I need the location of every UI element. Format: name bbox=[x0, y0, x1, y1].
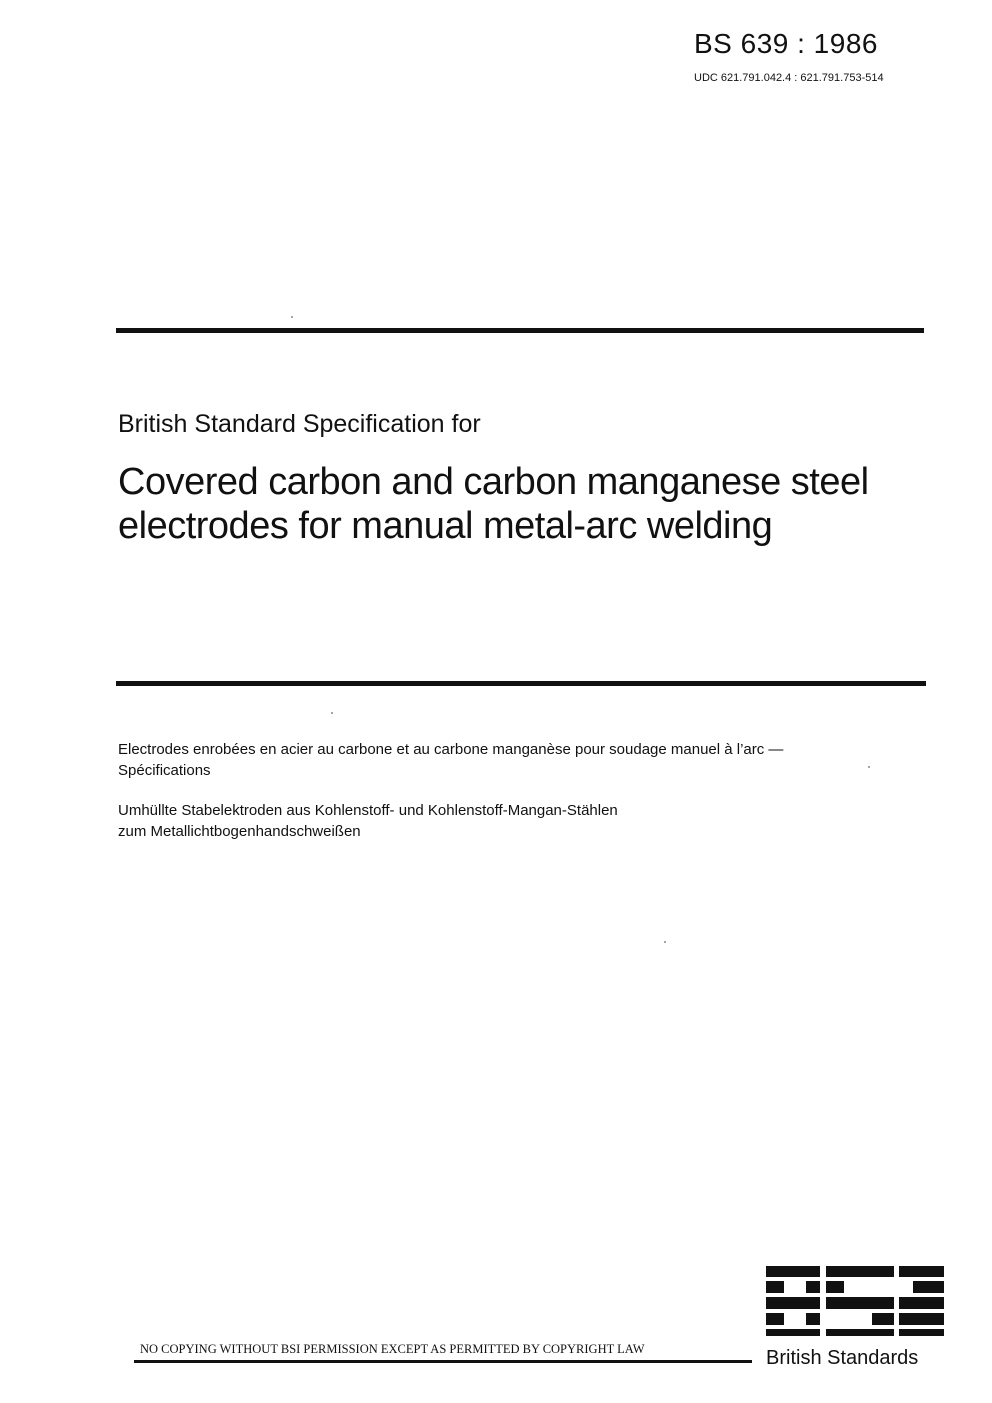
scan-speck bbox=[664, 941, 666, 943]
german-title-line-1: Umhüllte Stabelektroden aus Kohlenstoff- und Kohlenstoff-Mangan-Stählen bbox=[118, 802, 618, 819]
french-title-line-2: Spécifications bbox=[118, 762, 211, 779]
standard-number: BS 639 : 1986 bbox=[694, 28, 878, 59]
top-divider bbox=[116, 328, 924, 333]
scan-speck bbox=[291, 316, 293, 318]
bsi-logo-icon bbox=[766, 1266, 944, 1336]
bottom-divider bbox=[116, 681, 926, 686]
publisher-name: British Standards bbox=[766, 1347, 919, 1369]
specification-intro: British Standard Specification for bbox=[118, 410, 481, 438]
document-title bbox=[118, 460, 869, 548]
german-title bbox=[118, 800, 618, 842]
german-title-line-2: zum Metallichtbogenhandschweißen bbox=[118, 823, 361, 840]
copyright-notice: NO COPYING WITHOUT BSI PERMISSION EXCEPT AS PERMITTED BY COPYRIGHT LAW bbox=[140, 1342, 645, 1356]
title-line-1: Covered carbon and carbon manganese steel bbox=[118, 461, 869, 503]
title-line-2: electrodes for manual metal-arc welding bbox=[118, 505, 773, 547]
french-title bbox=[118, 739, 783, 781]
scan-speck bbox=[868, 766, 870, 768]
copyright-underline bbox=[134, 1360, 752, 1363]
french-title-line-1: Electrodes enrobées en acier au carbone et au carbone manganèse pour soudage manuel à l’arc — bbox=[118, 741, 784, 758]
udc-classification: UDC 621.791.042.4 : 621.791.753-514 bbox=[694, 72, 884, 84]
scan-speck bbox=[331, 712, 333, 714]
